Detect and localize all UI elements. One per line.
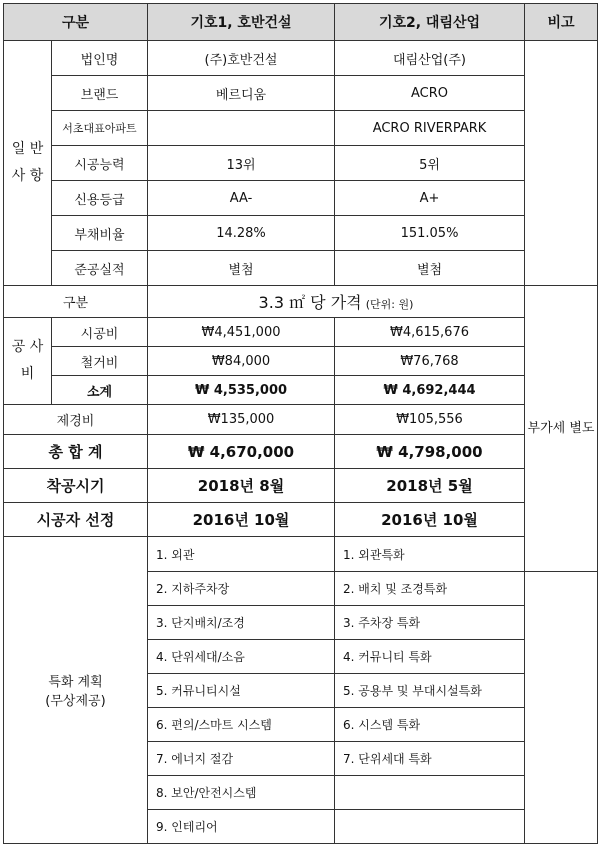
value-bidder-2: ACRO RIVERPARK <box>335 111 525 146</box>
remarks-special <box>525 572 598 844</box>
construction-row-build <box>4 318 598 347</box>
special-item-bidder-1: 3. 단지배치/조경 <box>148 606 335 640</box>
comparison-table <box>3 3 598 844</box>
value-bidder-2: ACRO <box>335 76 525 111</box>
special-item-bidder-1: 2. 지하주차장 <box>148 572 335 606</box>
general-row-capacity <box>4 146 598 181</box>
general-row-corp <box>4 41 598 76</box>
value-bidder-2: ₩ 4,692,444 <box>335 376 525 405</box>
special-item-bidder-2: 7. 단위세대 특화 <box>335 742 525 776</box>
row-label: 시공비 <box>52 318 148 347</box>
special-item-bidder-1: 1. 외관 <box>148 537 335 572</box>
price-header-label: 구분 <box>4 286 148 318</box>
value-bidder-2: ₩76,768 <box>335 347 525 376</box>
selection-date-row <box>4 503 598 537</box>
value-bidder-2: ₩ 4,798,000 <box>335 435 525 469</box>
value-bidder-1: ₩4,451,000 <box>148 318 335 347</box>
general-row-brand <box>4 76 598 111</box>
construction-row-subtotal <box>4 376 598 405</box>
general-row-debt <box>4 216 598 251</box>
value-bidder-1: ₩ 4,535,000 <box>148 376 335 405</box>
price-header-row <box>4 286 598 318</box>
special-item-bidder-1: 5. 커뮤니티시설 <box>148 674 335 708</box>
special-label-sub: (무상제공) <box>45 694 106 709</box>
value-bidder-1: 13위 <box>148 146 335 181</box>
special-item-bidder-2 <box>335 776 525 810</box>
value-bidder-1: ₩84,000 <box>148 347 335 376</box>
general-row-track-record <box>4 251 598 286</box>
value-bidder-1: (주)호반건설 <box>148 41 335 76</box>
special-row <box>4 537 598 572</box>
value-bidder-2: 151.05% <box>335 216 525 251</box>
special-item-bidder-1: 7. 에너지 절감 <box>148 742 335 776</box>
value-bidder-2: ₩105,556 <box>335 405 525 435</box>
special-label-title: 특화 계획 <box>48 675 103 690</box>
value-bidder-1: 2018년 8월 <box>148 469 335 503</box>
value-bidder-2: 별첨 <box>335 251 525 286</box>
value-bidder-2: 2018년 5월 <box>335 469 525 503</box>
row-label: 시공자 선정 <box>4 503 148 537</box>
row-label: 서초대표아파트 <box>52 111 148 146</box>
header-remarks: 비고 <box>525 4 598 41</box>
value-bidder-1: 베르디움 <box>148 76 335 111</box>
construction-row-demolition <box>4 347 598 376</box>
special-item-bidder-2: 3. 주차장 특화 <box>335 606 525 640</box>
general-group-label: 일 반 사 항 <box>4 41 52 286</box>
general-row-flagship <box>4 111 598 146</box>
special-item-bidder-2: 2. 배치 및 조경특화 <box>335 572 525 606</box>
construction-group-label: 공 사 비 <box>4 318 52 405</box>
value-bidder-2: A+ <box>335 181 525 216</box>
row-label: 총 합 계 <box>4 435 148 469</box>
row-label: 준공실적 <box>52 251 148 286</box>
remarks-general <box>525 41 598 286</box>
value-bidder-1: 2016년 10월 <box>148 503 335 537</box>
special-item-bidder-2 <box>335 810 525 844</box>
price-header-text: 3.3 ㎡ 당 가격 <box>258 293 362 312</box>
value-bidder-1: AA- <box>148 181 335 216</box>
remarks-vat-note: 부가세 별도 <box>525 286 598 572</box>
special-item-bidder-2: 1. 외관특화 <box>335 537 525 572</box>
row-label: 철거비 <box>52 347 148 376</box>
price-header-unit: (단위: 원) <box>365 298 414 311</box>
special-item-bidder-1: 9. 인테리어 <box>148 810 335 844</box>
special-item-bidder-2: 5. 공용부 및 부대시설특화 <box>335 674 525 708</box>
special-item-bidder-1: 4. 단위세대/소음 <box>148 640 335 674</box>
row-label: 법인명 <box>52 41 148 76</box>
value-bidder-1: 14.28% <box>148 216 335 251</box>
header-row <box>4 4 598 41</box>
special-item-bidder-1: 6. 편의/스마트 시스템 <box>148 708 335 742</box>
value-bidder-1: 별첨 <box>148 251 335 286</box>
value-bidder-1: ₩135,000 <box>148 405 335 435</box>
value-bidder-1 <box>148 111 335 146</box>
value-bidder-2: 5위 <box>335 146 525 181</box>
value-bidder-2: 2016년 10월 <box>335 503 525 537</box>
value-bidder-1: ₩ 4,670,000 <box>148 435 335 469</box>
row-label: 신용등급 <box>52 181 148 216</box>
special-label <box>4 537 148 844</box>
row-label: 소계 <box>52 376 148 405</box>
value-bidder-2: 대림산업(주) <box>335 41 525 76</box>
header-bidder-1: 기호1, 호반건설 <box>148 4 335 41</box>
general-row-credit <box>4 181 598 216</box>
row-label: 제경비 <box>4 405 148 435</box>
special-item-bidder-2: 4. 커뮤니티 특화 <box>335 640 525 674</box>
row-label: 부채비율 <box>52 216 148 251</box>
special-item-bidder-2: 6. 시스템 특화 <box>335 708 525 742</box>
start-date-row <box>4 469 598 503</box>
value-bidder-2: ₩4,615,676 <box>335 318 525 347</box>
row-label: 시공능력 <box>52 146 148 181</box>
price-header-title <box>148 286 525 318</box>
special-item-bidder-1: 8. 보안/안전시스템 <box>148 776 335 810</box>
row-label: 착공시기 <box>4 469 148 503</box>
total-row <box>4 435 598 469</box>
row-label: 브랜드 <box>52 76 148 111</box>
misc-cost-row <box>4 405 598 435</box>
header-bidder-2: 기호2, 대림산업 <box>335 4 525 41</box>
header-category: 구분 <box>4 4 148 41</box>
